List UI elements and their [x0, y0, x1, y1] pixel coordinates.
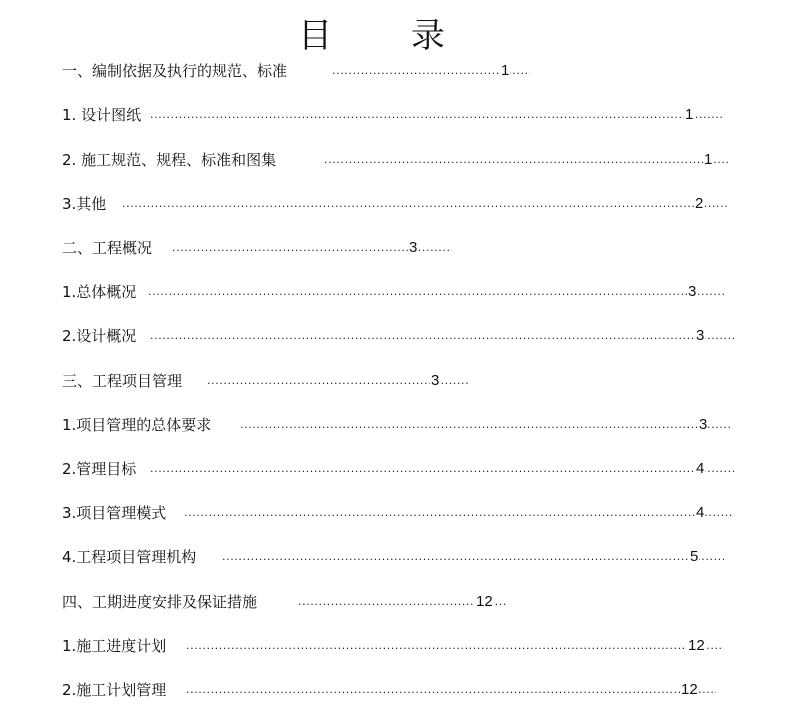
- toc-page-number: 1: [684, 103, 694, 127]
- toc-entry-label: 三、工程项目管理: [62, 372, 183, 390]
- toc-page-number: 3: [687, 280, 697, 304]
- toc-entry-label: 2.施工计划管理: [62, 681, 167, 699]
- toc-dot-leader: [240, 413, 730, 437]
- toc-entry-label: 1.总体概况: [62, 283, 137, 301]
- toc-dot-leader: [184, 501, 732, 525]
- toc-page-number: 1: [500, 59, 510, 83]
- toc-entry-label: 1.施工进度计划: [62, 637, 167, 655]
- toc-page-number: 4: [695, 501, 705, 525]
- toc-dot-leader: [150, 457, 734, 481]
- page-title: 目 录: [298, 16, 479, 56]
- toc-page-number: 12: [475, 590, 494, 614]
- toc-entry-label: 四、工期进度安排及保证措施: [62, 593, 258, 611]
- toc-page-number: 12: [680, 678, 699, 702]
- toc-page-number: 2: [694, 192, 704, 216]
- toc-entry-label: 1. 设计图纸: [62, 106, 142, 124]
- toc-page-number: 3: [695, 324, 705, 348]
- toc-dot-leader: [222, 545, 724, 569]
- toc-page-number: 3: [408, 236, 418, 260]
- toc-entry-label: 3.项目管理模式: [62, 504, 167, 522]
- toc-entry-label: 一、编制依据及执行的规范、标准: [62, 62, 288, 80]
- toc-dot-leader: [186, 678, 716, 702]
- toc-page-number: 4: [695, 457, 705, 481]
- toc-page-number: 3: [430, 369, 440, 393]
- toc-page-number: 5: [689, 545, 699, 569]
- toc-entry-label: 4.工程项目管理机构: [62, 548, 197, 566]
- toc-page-number: 3: [698, 413, 708, 437]
- toc-page-number: 12: [687, 634, 706, 658]
- toc-entry-label: 二、工程概况: [62, 239, 153, 257]
- toc-entry-label: 2.管理目标: [62, 460, 137, 478]
- toc-dot-leader: [122, 192, 728, 216]
- toc-entry-label: 2. 施工规范、规程、标准和图集: [62, 151, 277, 169]
- toc-page-number: 1: [703, 148, 713, 172]
- toc-dot-leader: [150, 324, 734, 348]
- toc-dot-leader: [324, 148, 728, 172]
- toc-dot-leader: [150, 103, 722, 127]
- toc-dot-leader: [148, 280, 726, 304]
- toc-entry-label: 3.其他: [62, 195, 107, 213]
- toc-entry-label: 1.项目管理的总体要求: [62, 416, 212, 434]
- toc-dot-leader: [186, 634, 724, 658]
- toc-entry-label: 2.设计概况: [62, 327, 137, 345]
